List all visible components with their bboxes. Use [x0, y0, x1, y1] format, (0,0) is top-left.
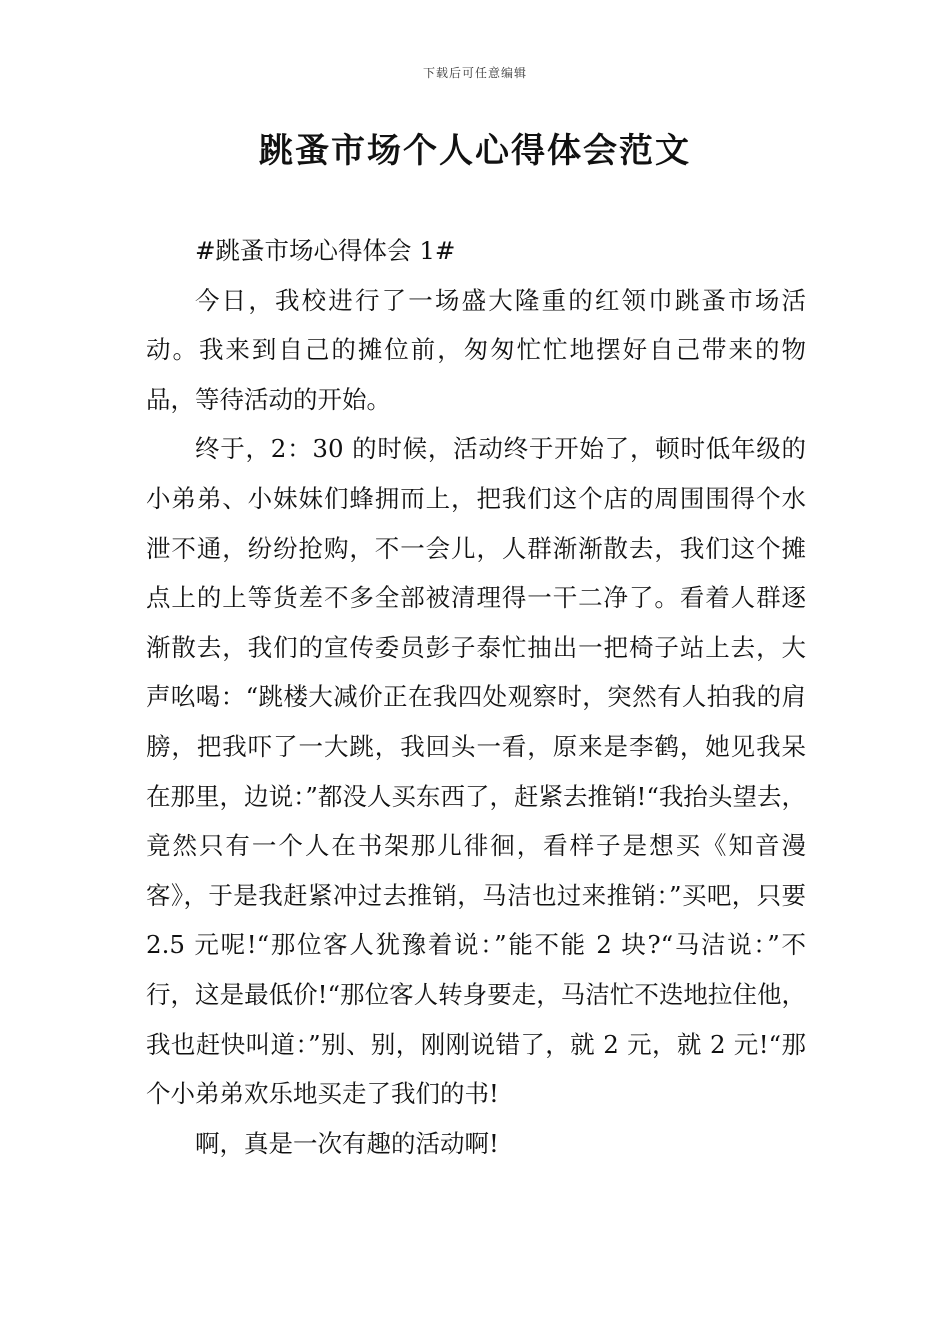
- document-body: [146, 226, 806, 1168]
- document-title: 跳蚤市场个人心得体会范文: [259, 131, 691, 171]
- paragraph: 终于，2：30 的时候，活动终于开始了，顿时低年级的小弟弟、小妹妹们蜂拥而上，把我们这个店的周围围得个水泄不通，纷纷抢购，不一会儿，人群渐渐散去，我们这个摊点上的上等货差不多全部被清理得一干二净了。看着人群逐渐散去，我们的宣传委员彭子泰忙抽出一把椅子站上去，大声吆喝：“跳楼大减价正在我四处观察时，突然有人拍我的肩膀，把我吓了一大跳，我回头一看，原来是李鹤，她见我呆在那里，边说：”都没人买东西了，赶紧去推销!“我抬头望去，竟然只有一个人在书架那儿徘徊，看样子是想买《知音漫客》，于是我赶紧冲过去推销，马洁也过来推销：”买吧，只要 2.5 元呢!“那位客人犹豫着说：”能不能 2 块?“马洁说：”不行，这是最低价!“那位客人转身要走，马洁忙不迭地拉住他，我也赶快叫道：”别、别，刚刚说错了，就 2 元，就 2 元!“那个小弟弟欢乐地买走了我们的书!: [146, 434, 806, 1109]
- paragraph: 今日，我校进行了一场盛大隆重的红领巾跳蚤市场活动。我来到自己的摊位前，匆匆忙忙地摆好自己带来的物品，等待活动的开始。: [146, 285, 806, 414]
- section-heading: #跳蚤市场心得体会 1#: [195, 236, 456, 265]
- paragraph: 啊，真是一次有趣的活动啊!: [195, 1128, 499, 1158]
- header-note: 下载后可任意编辑: [422, 66, 527, 80]
